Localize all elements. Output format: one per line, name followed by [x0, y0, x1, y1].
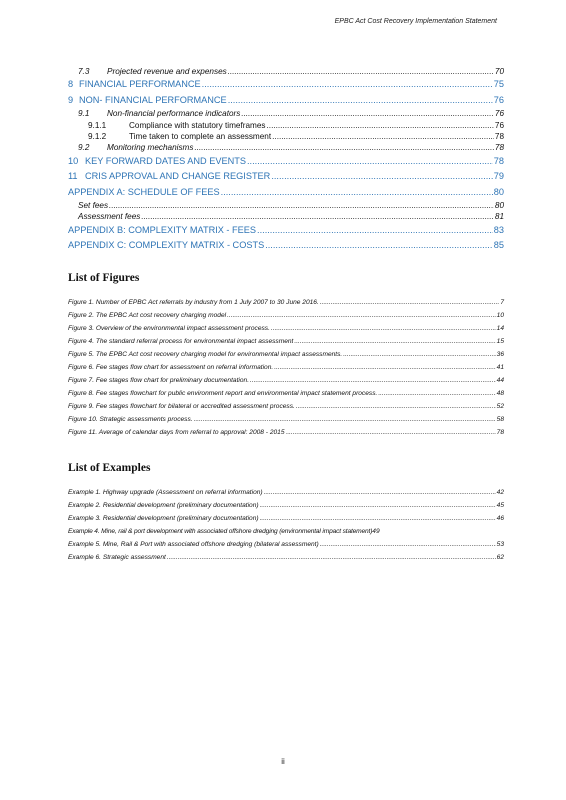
list-of-figures — [68, 296, 504, 439]
example-page: 42 — [496, 489, 504, 496]
dot-leader — [320, 296, 500, 309]
list-of-examples-heading: List of Examples — [68, 462, 151, 474]
figure-title: Figure 2. The EPBC Act cost recovery charging model — [68, 312, 227, 319]
toc-number: 11 — [68, 171, 78, 182]
figure-page: 14 — [496, 325, 504, 332]
example-entry[interactable] — [68, 525, 504, 538]
figure-page: 78 — [496, 429, 504, 436]
list-of-figures-heading: List of Figures — [68, 272, 140, 284]
toc-page: 78 — [493, 155, 504, 166]
dot-leader — [194, 142, 493, 153]
toc-number: 9.2 — [78, 143, 90, 153]
figure-entry[interactable] — [68, 387, 504, 400]
dot-leader — [294, 335, 495, 348]
toc-title: CRIS APPROVAL AND CHANGE REGISTER — [85, 171, 271, 182]
figure-entry[interactable] — [68, 296, 504, 309]
toc-page: 76 — [494, 120, 504, 130]
figure-entry[interactable] — [68, 400, 504, 413]
toc-page: 79 — [493, 171, 504, 182]
dot-leader — [227, 309, 496, 322]
figure-page: 48 — [496, 390, 504, 397]
example-title: Example 4. Mine, rail & port development with associated offshore dredging (environmental impact statement) — [68, 528, 373, 535]
dot-leader — [167, 551, 496, 564]
figure-title: Figure 9. Fee stages flowchart for bilateral or accredited assessment process. — [68, 403, 295, 410]
dot-leader — [265, 238, 493, 253]
toc-title: KEY FORWARD DATES AND EVENTS — [85, 155, 246, 166]
example-page: 62 — [496, 554, 504, 561]
example-entry[interactable] — [68, 551, 504, 564]
dot-leader — [202, 77, 493, 92]
toc-entry[interactable] — [68, 142, 504, 153]
example-page: 53 — [496, 541, 504, 548]
dot-leader — [250, 374, 496, 387]
toc-number: 9.1 — [78, 109, 90, 119]
toc-title: Compliance with statutory timeframes — [129, 120, 266, 130]
example-title: Example 6. Strategic assessment — [68, 554, 166, 561]
toc-title: FINANCIAL PERFORMANCE — [79, 79, 201, 90]
dot-leader — [272, 131, 494, 142]
figure-entry[interactable] — [68, 374, 504, 387]
toc-entry[interactable] — [68, 131, 504, 142]
example-entry[interactable] — [68, 512, 504, 525]
figure-title: Figure 6. Fee stages flow chart for assessment on referral information. — [68, 364, 274, 371]
toc-page: 78 — [494, 131, 504, 141]
dot-leader — [286, 426, 496, 439]
dot-leader — [221, 185, 493, 200]
figure-title: Figure 11. Average of calendar days from referral to approval: 2008 - 2015 — [68, 429, 285, 436]
example-page: 49 — [372, 528, 380, 535]
figure-entry[interactable] — [68, 348, 504, 361]
dot-leader — [264, 486, 496, 499]
toc-title: Projected revenue and expenses — [107, 67, 227, 76]
figure-title: Figure 8. Fee stages flowchart for public environment report and environmental impact statement process. — [68, 390, 378, 397]
toc-entry[interactable] — [68, 185, 504, 200]
toc-title: Non-financial performance indicators — [107, 109, 241, 119]
toc-number: 7.3 — [78, 67, 90, 76]
toc-entry[interactable] — [68, 154, 504, 169]
figure-entry[interactable] — [68, 309, 504, 322]
figure-entry[interactable] — [68, 426, 504, 439]
dot-leader — [247, 154, 493, 169]
toc-number: 9.1.2 — [88, 131, 107, 141]
dot-leader — [257, 223, 493, 238]
dot-leader — [267, 120, 494, 131]
figure-entry[interactable] — [68, 322, 504, 335]
figure-page: 15 — [496, 338, 504, 345]
figure-entry[interactable] — [68, 361, 504, 374]
example-title: Example 3. Residential development (preliminary documentation) — [68, 515, 259, 522]
figure-title: Figure 10. Strategic assessments process. — [68, 416, 193, 423]
figure-title: Figure 5. The EPBC Act cost recovery charging model for environmental impact assessments. — [68, 351, 343, 358]
toc-entry[interactable] — [68, 238, 504, 253]
page-number: ii — [281, 757, 285, 766]
dot-leader — [194, 413, 496, 426]
figure-title: Figure 3. Overview of the environmental impact assessment process. — [68, 325, 270, 332]
dot-leader — [274, 361, 495, 374]
dot-leader — [260, 512, 496, 525]
toc-page: 85 — [493, 240, 504, 251]
toc-page: 76 — [494, 109, 504, 119]
toc-entry[interactable] — [68, 66, 504, 77]
figure-page: 52 — [496, 403, 504, 410]
toc-entry[interactable] — [68, 200, 504, 211]
toc-entry[interactable] — [68, 93, 504, 108]
dot-leader — [378, 387, 495, 400]
figure-page: 7 — [500, 299, 504, 306]
toc-number: 9.1.1 — [88, 120, 107, 130]
toc-title: Monitoring mechanisms — [107, 143, 194, 153]
example-entry[interactable] — [68, 538, 504, 551]
figure-page: 36 — [496, 351, 504, 358]
dot-leader — [228, 66, 494, 77]
figure-entry[interactable] — [68, 335, 504, 348]
running-header: EPBC Act Cost Recovery Implementation Statement — [334, 18, 497, 25]
toc-entry[interactable] — [68, 169, 504, 184]
dot-leader — [228, 93, 493, 108]
toc-title: Assessment fees — [78, 212, 141, 222]
example-title: Example 1. Highway upgrade (Assessment on referral information) — [68, 489, 263, 496]
toc-page: 78 — [494, 143, 504, 153]
toc-entry[interactable] — [68, 223, 504, 238]
toc-page: 80 — [494, 200, 504, 210]
figure-page: 10 — [496, 312, 504, 319]
example-page: 45 — [496, 502, 504, 509]
toc-page: 83 — [493, 224, 504, 235]
figure-title: Figure 4. The standard referral process for environmental impact assessment — [68, 338, 294, 345]
toc-page: 76 — [493, 94, 504, 105]
table-of-contents — [68, 66, 504, 253]
dot-leader — [109, 200, 494, 211]
toc-title: APPENDIX C: COMPLEXITY MATRIX - COSTS — [68, 240, 265, 251]
toc-page: 81 — [494, 212, 504, 222]
dot-leader — [320, 538, 496, 551]
toc-title: Time taken to complete an assessment — [129, 131, 272, 141]
figure-title: Figure 1. Number of EPBC Act referrals by industry from 1 July 2007 to 30 June 2016. — [68, 299, 319, 306]
dot-leader — [343, 348, 495, 361]
dot-leader — [141, 211, 494, 222]
example-entry[interactable] — [68, 486, 504, 499]
list-of-examples — [68, 486, 504, 564]
toc-page: 75 — [493, 79, 504, 90]
dot-leader — [271, 322, 496, 335]
toc-number: 10 — [68, 155, 79, 166]
figure-page: 41 — [496, 364, 504, 371]
toc-title: Set fees — [78, 200, 109, 210]
toc-page: 70 — [494, 67, 504, 76]
toc-entry[interactable] — [68, 77, 504, 92]
toc-title: APPENDIX B: COMPLEXITY MATRIX - FEES — [68, 224, 257, 235]
example-page: 46 — [496, 515, 504, 522]
toc-page: 80 — [493, 186, 504, 197]
example-entry[interactable] — [68, 499, 504, 512]
figure-page: 44 — [496, 377, 504, 384]
toc-entry[interactable] — [68, 108, 504, 119]
figure-entry[interactable] — [68, 413, 504, 426]
toc-entry[interactable] — [68, 211, 504, 222]
toc-title: NON- FINANCIAL PERFORMANCE — [79, 94, 227, 105]
toc-title: APPENDIX A: SCHEDULE OF FEES — [68, 186, 220, 197]
toc-number: 9 — [68, 94, 74, 105]
toc-entry[interactable] — [68, 120, 504, 131]
dot-leader — [260, 499, 496, 512]
example-title: Example 5. Mine, Rail & Port with associated offshore dredging (bilateral assessment) — [68, 541, 319, 548]
figure-page: 58 — [496, 416, 504, 423]
toc-number: 8 — [68, 79, 74, 90]
figure-title: Figure 7. Fee stages flow chart for preliminary documentation. — [68, 377, 250, 384]
dot-leader — [271, 169, 492, 184]
example-title: Example 2. Residential development (preliminary documentation) — [68, 502, 259, 509]
dot-leader — [296, 400, 496, 413]
dot-leader — [241, 108, 494, 119]
